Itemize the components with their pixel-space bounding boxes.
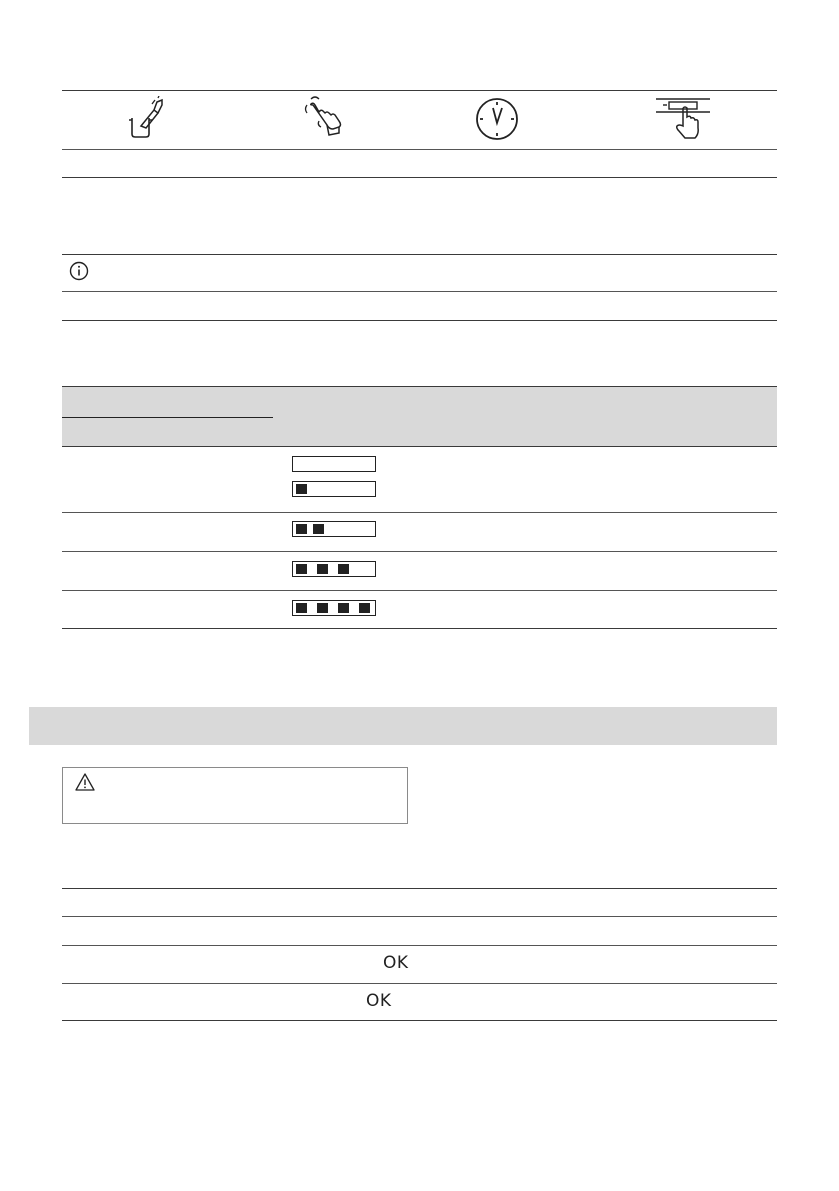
- indicator-header-top-rule: [62, 386, 777, 387]
- indicator-header-sub-rule: [62, 417, 273, 418]
- indicator-table-bottom-rule: [62, 628, 777, 629]
- steps-row-rule: [62, 945, 777, 946]
- clock-icon: [474, 96, 520, 142]
- level-bar-3: [292, 561, 376, 577]
- cleaning-pot-icon: [124, 96, 172, 142]
- level-bar-empty: [292, 456, 376, 472]
- section-heading-band: [29, 707, 777, 745]
- indicator-header-bottom-rule: [62, 446, 777, 447]
- note-mid-rule: [62, 291, 777, 292]
- indicator-row-rule: [62, 512, 777, 513]
- level-bar-4: [292, 600, 376, 616]
- indicator-table-header: [62, 386, 777, 446]
- steps-bottom-rule: [62, 1020, 777, 1021]
- indicator-row-rule: [62, 551, 777, 552]
- table-row-rule: [62, 149, 777, 150]
- steps-top-rule: [62, 888, 777, 889]
- warning-triangle-icon: [74, 772, 96, 792]
- note-top-rule: [62, 254, 777, 255]
- note-bottom-rule: [62, 320, 777, 321]
- level-bar-1: [292, 481, 376, 497]
- ok-label: OK: [383, 953, 409, 973]
- steps-row-rule: [62, 983, 777, 984]
- table-top-rule: [62, 90, 777, 91]
- steps-row-rule: [62, 916, 777, 917]
- table-bottom-rule: [62, 177, 777, 178]
- touch-hand-icon: [299, 95, 345, 141]
- drawer-hand-icon: [655, 96, 711, 142]
- info-icon: [69, 261, 89, 281]
- level-bar-2: [292, 521, 376, 537]
- warning-box: [62, 767, 408, 824]
- indicator-row-rule: [62, 590, 777, 591]
- ok-label: OK: [366, 991, 392, 1011]
